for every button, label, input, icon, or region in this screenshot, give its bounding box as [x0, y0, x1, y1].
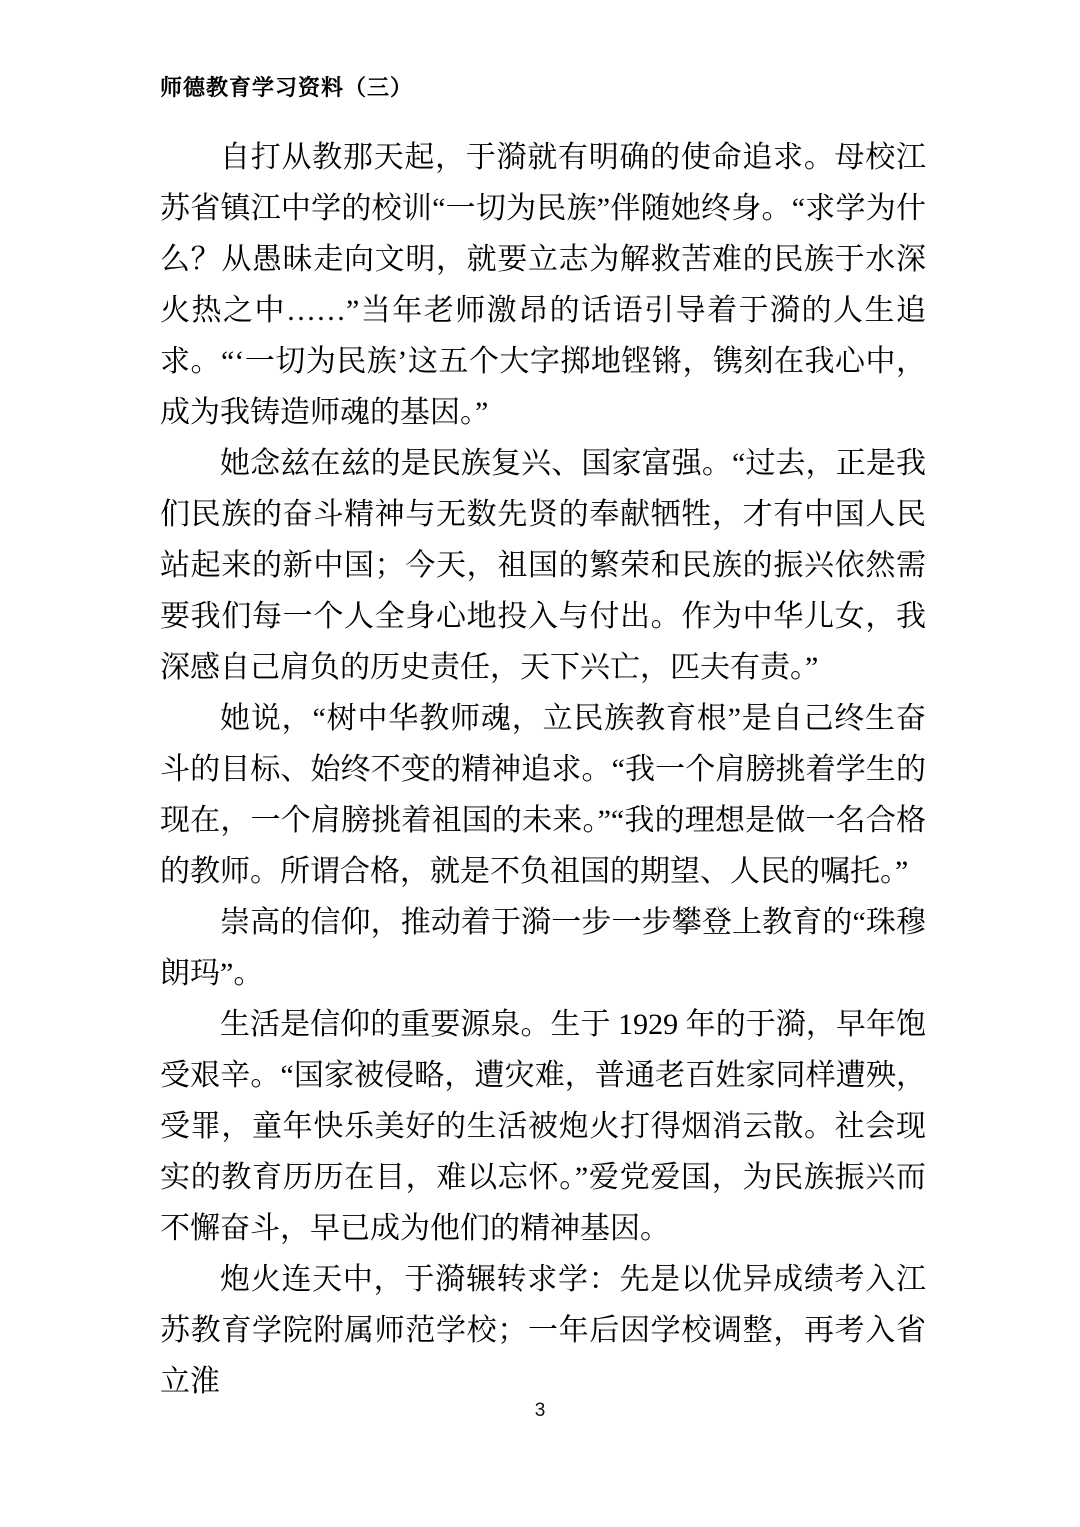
- document-body: [160, 132, 926, 1407]
- page-number: 3: [534, 1400, 546, 1421]
- paragraph-2: 她念兹在兹的是民族复兴、国家富强。“过去，正是我们民族的奋斗精神与无数先贤的奉献牺牲，才有中国人民站起来的新中国；今天，祖国的繁荣和民族的振兴依然需要我们每一个人全身心地投入与付出。作为中华儿女，我深感自己肩负的历史责任，天下兴亡，匹夫有责。”: [160, 447, 926, 684]
- paragraph-6: 炮火连天中，于漪辗转求学：先是以优异成绩考入江苏教育学院附属师范学校；一年后因学校调整，再考入省立淮: [160, 1263, 926, 1398]
- paragraph-4: 崇高的信仰，推动着于漪一步一步攀登上教育的“珠穆朗玛”。: [160, 906, 926, 990]
- document-header-title: 师德教育学习资料（三）: [160, 75, 414, 100]
- paragraph-3: 她说，“树中华教师魂，立民族教育根”是自己终生奋斗的目标、始终不变的精神追求。“我一个肩膀挑着学生的现在，一个肩膀挑着祖国的未来。”“我的理想是做一名合格的教师。所谓合格，就是不负祖国的期望、人民的嘱托。”: [160, 702, 926, 888]
- paragraph-5: 生活是信仰的重要源泉。生于 1929 年的于漪，早年饱受艰辛。“国家被侵略，遭灾难，普通老百姓家同样遭殃，受罪，童年快乐美好的生活被炮火打得烟消云散。社会现实的教育历历在目，难以忘怀。”爱党爱国，为民族振兴而不懈奋斗，早已成为他们的精神基因。: [160, 1008, 926, 1245]
- paragraph-1: 自打从教那天起，于漪就有明确的使命追求。母校江苏省镇江中学的校训“一切为民族”伴随她终身。“求学为什么？从愚昧走向文明，就要立志为解救苦难的民族于水深火热之中……”当年老师激昂的话语引导着于漪的人生追求。“‘一切为民族’这五个大字掷地铿锵，镌刻在我心中，成为我铸造师魂的基因。”: [160, 141, 926, 429]
